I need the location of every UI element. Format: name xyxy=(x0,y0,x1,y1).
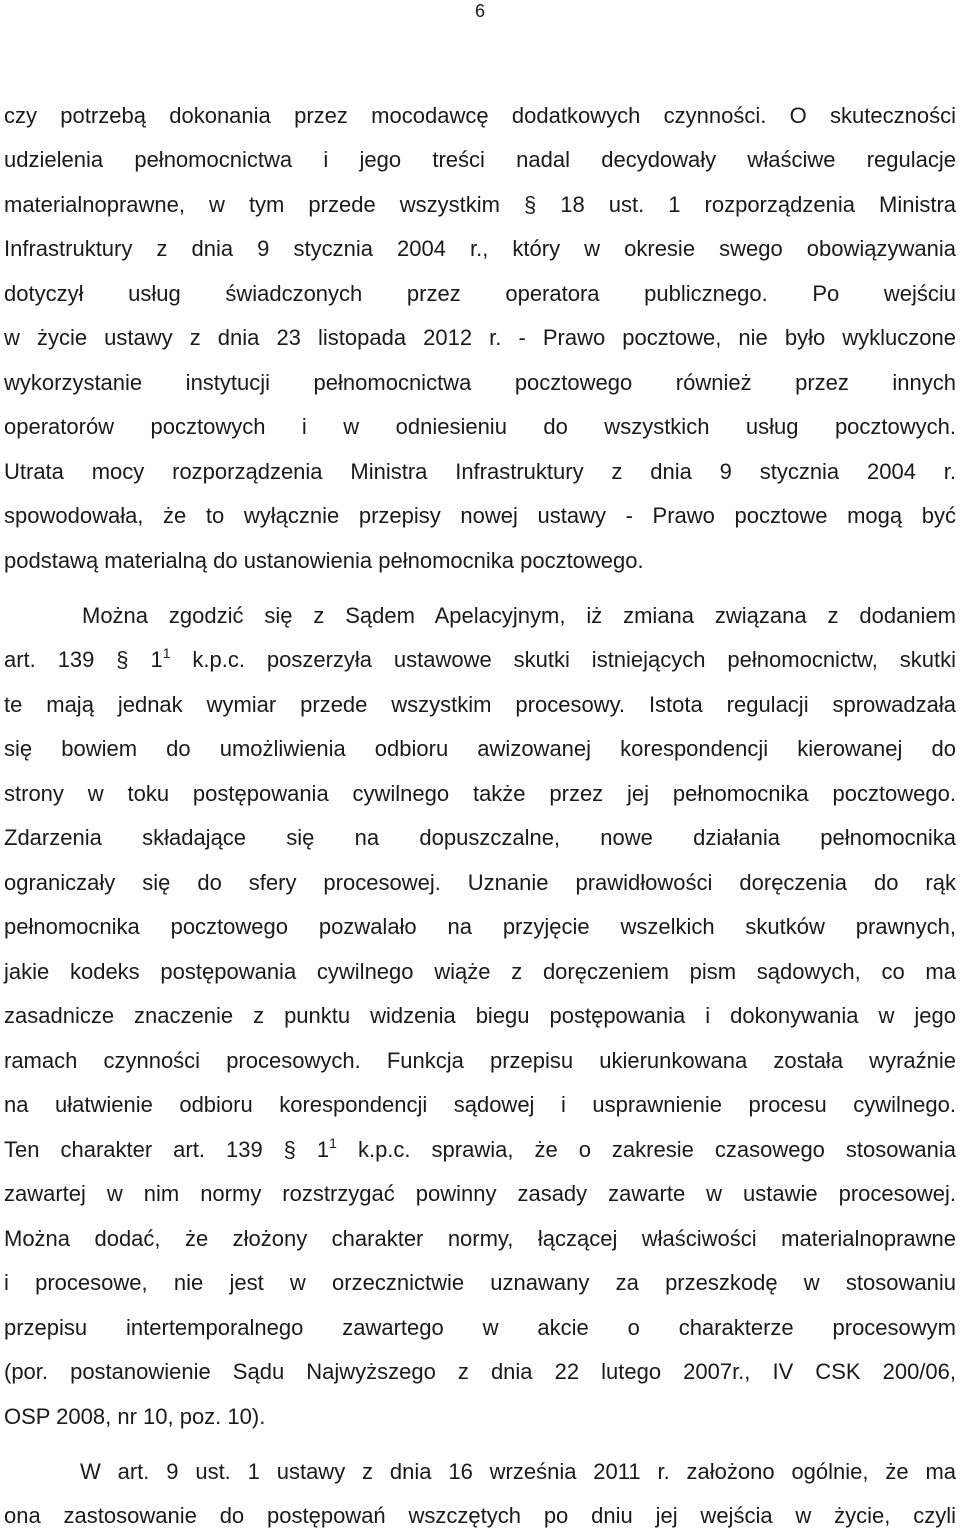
text-line: i procesowe, nie jest w orzecznictwie uznawany za przeszkodę w stosowaniu xyxy=(4,1270,956,1295)
page-number: 6 xyxy=(474,1,485,21)
text-line: przepisu intertemporalnego zawartego w akcie o charakterze procesowym xyxy=(4,1315,956,1340)
text-line: ona zastosowanie do postępowań wszczętych po dniu jej wejścia w życie, czyli xyxy=(4,1503,956,1528)
text-line: Utrata mocy rozporządzenia Ministra Infrastruktury z dnia 9 stycznia 2004 r. xyxy=(4,459,956,484)
text-line: Infrastruktury z dnia 9 stycznia 2004 r., który w okresie swego obowiązywania xyxy=(4,236,956,261)
text-line: wykorzystanie instytucji pełnomocnictwa pocztowego również przez innych xyxy=(4,370,956,395)
text-line: dotyczył usług świadczonych przez operatora publicznego. Po wejściu xyxy=(4,281,956,306)
text-line: zawartej w nim normy rozstrzygać powinny zasady zawarte w ustawie procesowej. xyxy=(4,1181,956,1206)
text-line: w życie ustawy z dnia 23 listopada 2012 r. - Prawo pocztowe, nie było wykluczone xyxy=(4,325,956,350)
text-line: ramach czynności procesowych. Funkcja przepisu ukierunkowana została wyraźnie xyxy=(4,1048,956,1073)
text-line: pełnomocnika pocztowego pozwalało na przyjęcie wszelkich skutków prawnych, xyxy=(4,914,956,939)
text-line: ograniczały się do sfery procesowej. Uznanie prawidłowości doręczenia do rąk xyxy=(4,870,956,895)
text-line: art. 139 § $1^1$ k.p.c. poszerzyła ustawowe skutki istniejących pełnomocnictw, skutki xyxy=(4,645,956,672)
text-line: Ten charakter art. 139 § $1^1$ k.p.c. sprawia, że o zakresie czasowego stosowania xyxy=(4,1135,956,1162)
text-line: udzielenia pełnomocnictwa i jego treści nadal decydowały właściwe regulacje xyxy=(4,147,956,172)
text-line: podstawą materialną do ustanowienia pełnomocnika pocztowego. xyxy=(4,548,644,573)
text-line: na ułatwienie odbioru korespondencji sądowej i usprawnienie procesu cywilnego. xyxy=(4,1092,956,1117)
superscript: 1 xyxy=(329,1135,337,1151)
text-line: Można dodać, że złożony charakter normy, łączącej właściwości materialnoprawne xyxy=(4,1226,956,1251)
text-line: (por. postanowienie Sądu Najwyższego z dnia 22 lutego 2007r., IV CSK 200/06, xyxy=(4,1359,956,1384)
text-line: OSP 2008, nr 10, poz. 10). xyxy=(4,1404,266,1429)
text-line: Zdarzenia składające się na dopuszczalne, nowe działania pełnomocnika xyxy=(4,825,956,850)
text-line: operatorów pocztowych i w odniesieniu do wszystkich usług pocztowych. xyxy=(4,414,956,439)
text-line: te mają jednak wymiar przede wszystkim procesowy. Istota regulacji sprowadzała xyxy=(4,692,956,717)
text-line: strony w toku postępowania cywilnego także przez jej pełnomocnika pocztowego. xyxy=(4,781,956,806)
text-line: spowodowała, że to wyłącznie przepisy nowej ustawy - Prawo pocztowe mogą być xyxy=(4,503,956,528)
text-line: materialnoprawne, w tym przede wszystkim § 18 ust. 1 rozporządzenia Ministra xyxy=(4,192,956,217)
text-line: zasadnicze znaczenie z punktu widzenia biegu postępowania i dokonywania w jego xyxy=(4,1003,956,1028)
text-line: Można zgodzić się z Sądem Apelacyjnym, iż zmiana związana z dodaniem xyxy=(82,603,956,628)
text-line: czy potrzebą dokonania przez mocodawcę dodatkowych czynności. O skuteczności xyxy=(4,103,956,128)
text-line: jakie kodeks postępowania cywilnego wiąże z doręczeniem pism sądowych, co ma xyxy=(4,959,956,984)
superscript: 1 xyxy=(162,645,171,661)
text-line: się bowiem do umożliwienia odbioru awizowanej korespondencji kierowanej do xyxy=(4,736,956,761)
text-line: W art. 9 ust. 1 ustawy z dnia 16 września 2011 r. założono ogólnie, że ma xyxy=(80,1459,956,1484)
